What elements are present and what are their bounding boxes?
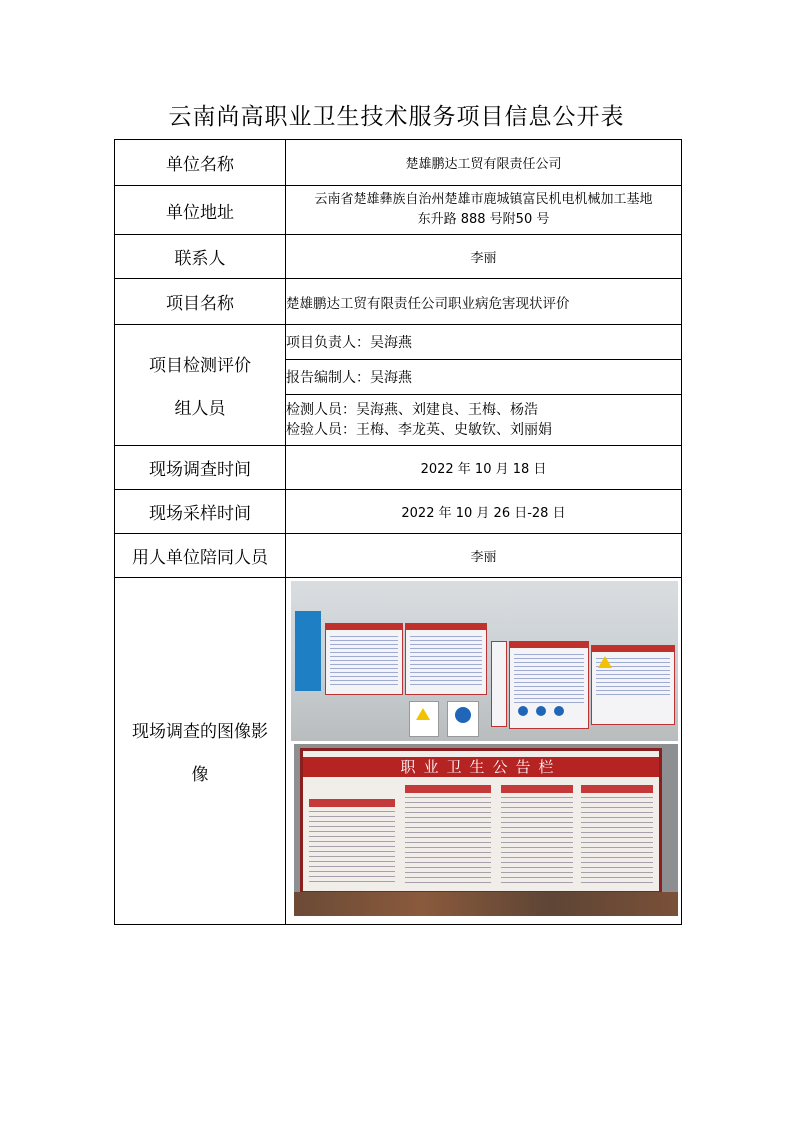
mask-required-icon xyxy=(455,707,471,723)
board-col xyxy=(405,797,491,885)
board-col xyxy=(309,811,395,885)
survey-time-label: 现场调查时间 xyxy=(115,446,286,490)
team-label xyxy=(115,325,286,446)
blue-notice-board xyxy=(295,611,321,691)
contact-label: 联系人 xyxy=(115,235,286,279)
team-leader: 项目负责人：吴海燕 xyxy=(286,325,682,360)
row-team-leader xyxy=(115,325,682,360)
notice-panel-e xyxy=(591,645,675,725)
page-title: 云南尚高职业卫生技术服务项目信息公开表 xyxy=(168,104,625,130)
ppe-icon xyxy=(536,706,546,716)
mandatory-sign xyxy=(447,701,479,737)
images-cell xyxy=(286,578,682,925)
team-label-line1: 项目检测评价 xyxy=(149,356,251,376)
board-col xyxy=(581,797,653,885)
board-title: 职业卫生公告栏 xyxy=(303,757,659,777)
row-contact xyxy=(115,235,682,279)
notice-panel-b xyxy=(405,623,487,695)
survey-time-value: 2022 年 10 月 18 日 xyxy=(286,446,682,490)
row-sampling-time xyxy=(115,490,682,534)
contact-value: 李丽 xyxy=(286,235,682,279)
ppe-icon xyxy=(554,706,564,716)
notice-board xyxy=(300,748,662,894)
escort-label: 用人单位陪同人员 xyxy=(115,534,286,578)
row-escort xyxy=(115,534,682,578)
images-label-line1: 现场调查的图像影 xyxy=(132,722,268,742)
info-table xyxy=(114,139,682,925)
ppe-icon xyxy=(518,706,528,716)
team-inspectors: 检验人员：王梅、李龙英、史敏钦、刘丽娟 xyxy=(286,422,552,438)
row-project-name xyxy=(115,279,682,325)
unit-address-value xyxy=(286,186,682,235)
notice-panel-d xyxy=(509,641,589,729)
unit-address-line2: 东升路 888 号附50 号 xyxy=(417,212,550,227)
team-testers: 检测人员：吴海燕、刘建良、王梅、杨浩 xyxy=(286,402,538,418)
row-unit-name xyxy=(115,140,682,186)
row-images xyxy=(115,578,682,925)
board-col-header xyxy=(309,799,395,807)
team-report-writer: 报告编制人：吴海燕 xyxy=(286,360,682,395)
site-photo-1 xyxy=(291,581,489,741)
team-testers-cell xyxy=(286,395,682,446)
images-label xyxy=(115,578,286,925)
notice-panel-c xyxy=(491,641,507,727)
unit-address-label: 单位地址 xyxy=(115,186,286,235)
project-name-label: 项目名称 xyxy=(115,279,286,325)
sampling-time-value: 2022 年 10 月 26 日-28 日 xyxy=(286,490,682,534)
warning-sign xyxy=(409,701,439,737)
unit-name-value: 楚雄鹏达工贸有限责任公司 xyxy=(286,140,682,186)
escort-value: 李丽 xyxy=(286,534,682,578)
board-col-header xyxy=(581,785,653,793)
site-photo-3 xyxy=(294,744,678,916)
images-label-line2: 像 xyxy=(191,765,209,785)
team-label-line2: 组人员 xyxy=(174,399,226,419)
warning-triangle-icon xyxy=(416,708,430,720)
board-col-header xyxy=(501,785,573,793)
sampling-time-label: 现场采样时间 xyxy=(115,490,286,534)
notice-panel-a xyxy=(325,623,403,695)
board-col-header xyxy=(405,785,491,793)
unit-name-label: 单位名称 xyxy=(115,140,286,186)
board-col xyxy=(501,797,573,885)
unit-address-line1: 云南省楚雄彝族自治州楚雄市鹿城镇富民机电机械加工基地 xyxy=(314,192,653,207)
row-unit-address xyxy=(115,186,682,235)
row-survey-time xyxy=(115,446,682,490)
site-photo-2 xyxy=(489,581,678,741)
project-name-value: 楚雄鹏达工贸有限责任公司职业病危害现状评价 xyxy=(286,279,682,325)
floor-debris xyxy=(294,892,678,916)
